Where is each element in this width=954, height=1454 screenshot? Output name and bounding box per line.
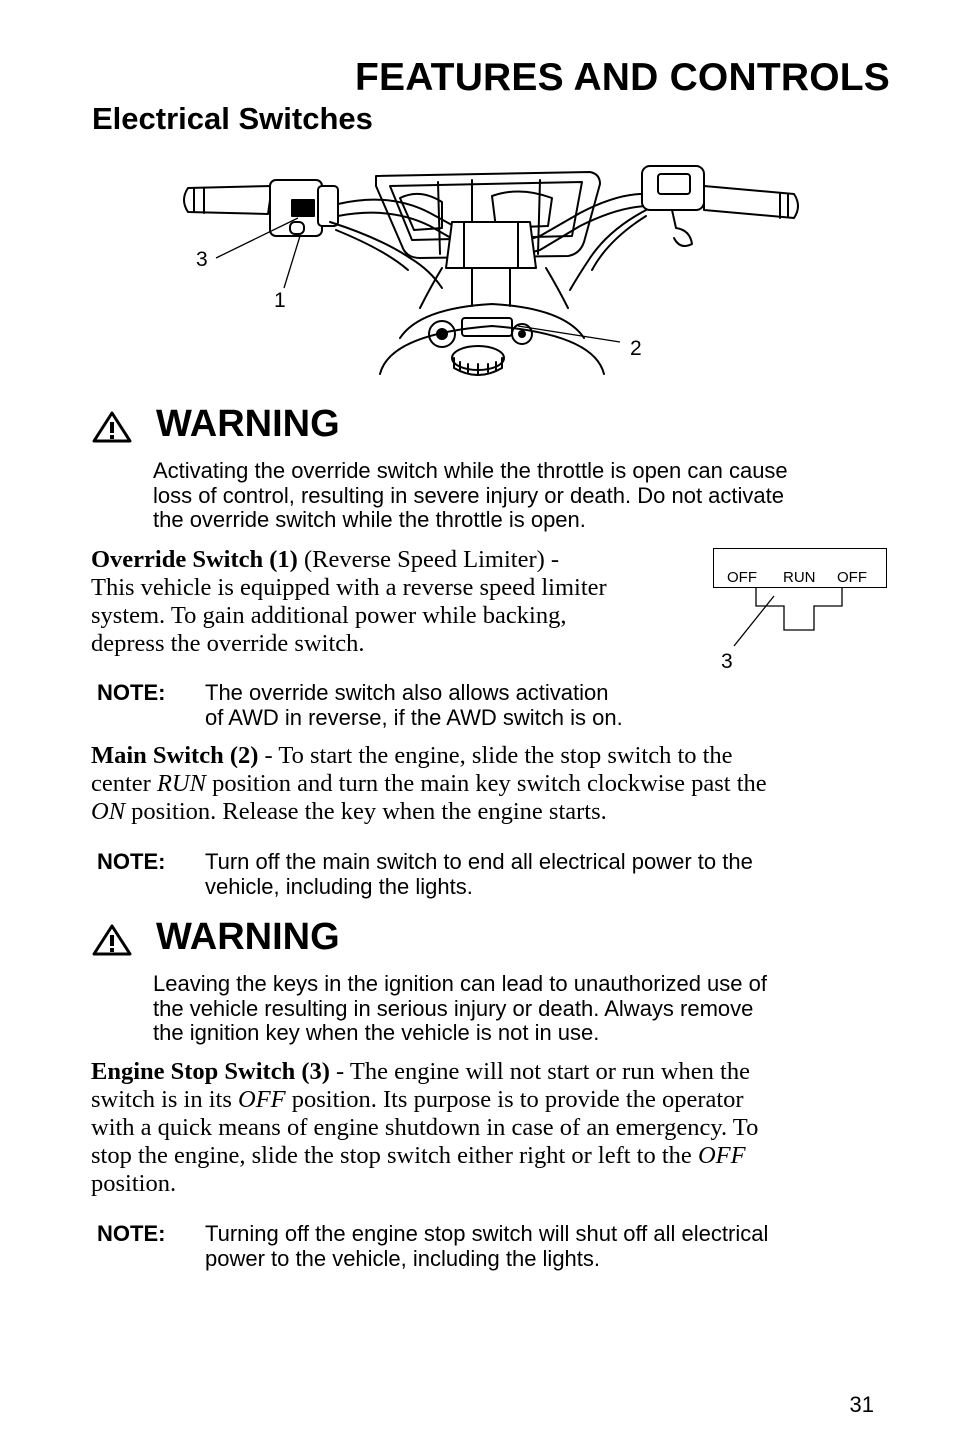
switch-label-off-right: OFF xyxy=(837,569,867,586)
figure-leader-lines xyxy=(200,200,630,350)
note-line: power to the vehicle, including the lights. xyxy=(205,1246,601,1271)
note-line: The override switch also allows activation xyxy=(205,680,609,705)
warning-line: the override switch while the throttle is open. xyxy=(153,507,586,532)
warning-line: loss of control, resulting in severe injury or death. Do not activate xyxy=(153,482,784,508)
off-emphasis: OFF xyxy=(697,1142,746,1169)
figure-callout-2: 2 xyxy=(630,337,642,360)
override-paragraph xyxy=(91,546,607,658)
chapter-title: FEATURES AND CONTROLS xyxy=(354,56,890,99)
paragraph-text: center xyxy=(91,770,157,797)
note-text xyxy=(205,849,753,899)
paragraph-line: depress the override switch. xyxy=(91,630,365,657)
figure-callout-3: 3 xyxy=(196,248,208,271)
paragraph-line: system. To gain additional power while backing, xyxy=(91,602,567,629)
note-line: vehicle, including the lights. xyxy=(205,874,473,899)
on-emphasis: ON xyxy=(91,798,126,825)
main-switch-paragraph xyxy=(91,742,767,826)
note-line: of AWD in reverse, if the AWD switch is on. xyxy=(205,705,623,730)
page-number: 31 xyxy=(849,1392,874,1417)
warning-line: Activating the override switch while the throttle is open can cause xyxy=(153,458,788,483)
paragraph-text: position and turn the main key switch clockwise past the xyxy=(205,770,767,797)
paragraph-text: position. Release the key when the engine starts. xyxy=(125,798,607,825)
warning-title: WARNING xyxy=(156,403,340,445)
switch-label-run: RUN xyxy=(783,569,816,586)
stop-switch-paragraph xyxy=(91,1058,758,1198)
switch-label-off-left: OFF xyxy=(727,569,757,586)
off-emphasis: OFF xyxy=(238,1086,286,1113)
warning-triangle-icon xyxy=(92,411,132,443)
paragraph-text: - The engine will not start or run when the xyxy=(329,1058,750,1085)
warning-line: Leaving the keys in the ignition can lead to unauthorized use of xyxy=(153,971,767,996)
note-label: NOTE: xyxy=(97,680,166,705)
warning-title: WARNING xyxy=(156,916,340,958)
warning-line: the vehicle resulting in serious injury or death. Always remove xyxy=(153,995,754,1021)
switch-slider-shape xyxy=(730,586,880,656)
warning-triangle-icon xyxy=(92,924,132,956)
switch-callout-3: 3 xyxy=(721,650,733,673)
note-label: NOTE: xyxy=(97,1221,166,1246)
paragraph-line: with a quick means of engine shutdown in case of an emergency. To xyxy=(91,1114,759,1141)
override-subtitle: (Reverse Speed Limiter) - xyxy=(297,546,560,573)
note-text xyxy=(205,1221,768,1271)
paragraph-text: - To start the engine, slide the stop switch to the xyxy=(258,742,733,769)
main-switch-title: Main Switch (2) xyxy=(91,742,259,769)
paragraph-line: position. xyxy=(91,1170,177,1197)
run-emphasis: RUN xyxy=(156,770,206,797)
note-label: NOTE: xyxy=(97,849,166,874)
figure-callout-1: 1 xyxy=(274,289,286,312)
override-title: Override Switch (1) xyxy=(91,546,298,573)
paragraph-text: switch is in its xyxy=(91,1086,239,1113)
paragraph-text: stop the engine, slide the stop switch either right or left to the xyxy=(91,1142,698,1169)
paragraph-text: position. Its purpose is to provide the operator xyxy=(285,1086,744,1113)
note-line: Turning off the engine stop switch will shut off all electrical xyxy=(205,1221,769,1246)
warning-text xyxy=(153,972,893,1046)
warning-line: the ignition key when the vehicle is not in use. xyxy=(153,1020,600,1045)
section-title: Electrical Switches xyxy=(92,101,373,136)
paragraph-line: This vehicle is equipped with a reverse speed limiter xyxy=(91,574,607,601)
warning-text xyxy=(153,459,893,533)
stop-switch-title: Engine Stop Switch (3) xyxy=(91,1058,330,1085)
note-text xyxy=(205,680,623,730)
note-line: Turn off the main switch to end all electrical power to the xyxy=(205,849,753,874)
